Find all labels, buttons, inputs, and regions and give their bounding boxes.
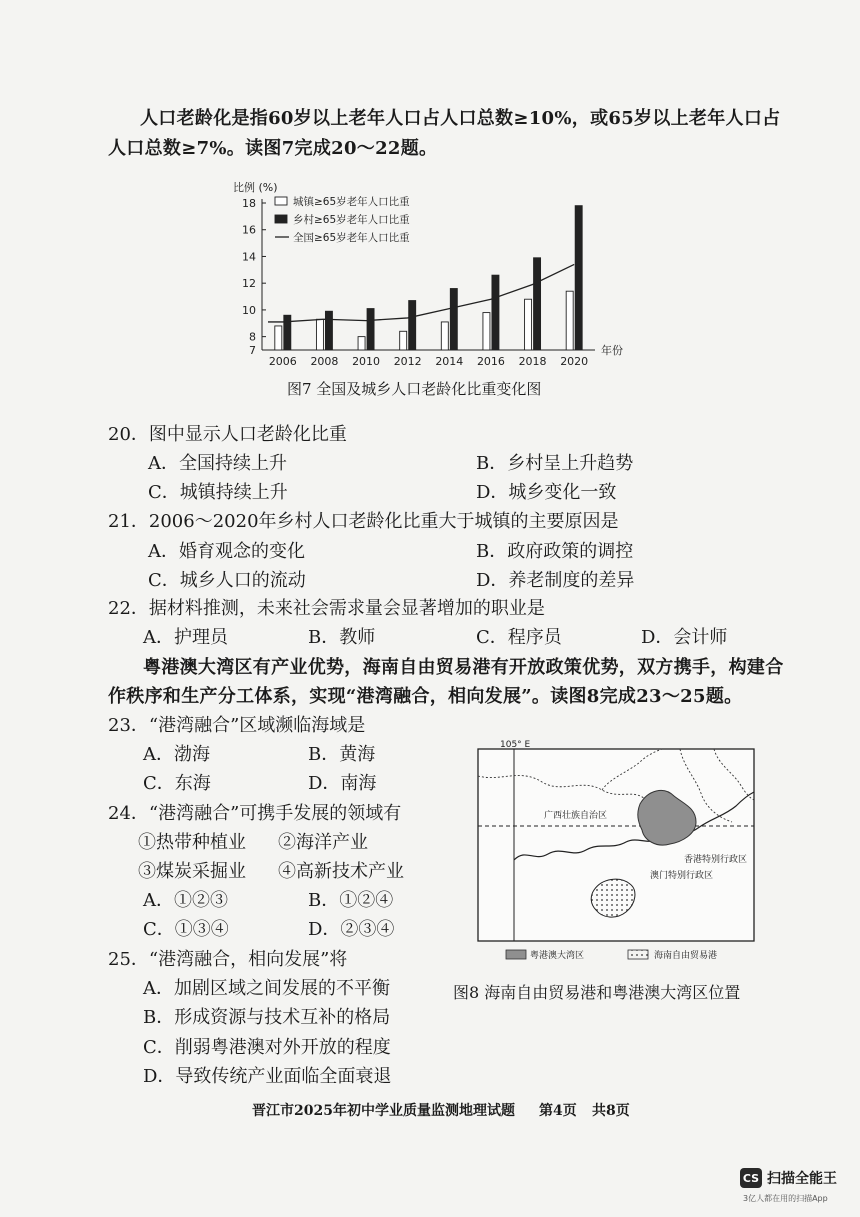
y-tick-label: 18	[242, 197, 256, 210]
chart-caption: 图7 全国及城乡人口老龄化比重变化图	[287, 380, 542, 398]
map-caption: 图8 海南自由贸易港和粤港澳大湾区位置	[453, 983, 741, 1002]
q22-stem: 22．据材料推测，未来社会需求量会显著增加的职业是	[108, 598, 545, 619]
x-tick-label: 2010	[352, 355, 381, 368]
q20-stem: 20．图中显示人口老龄化比重	[108, 424, 347, 445]
y-tick-label: 14	[242, 250, 256, 264]
x-tick-label: 2018	[518, 355, 547, 368]
footer-page: 第4页	[539, 1103, 577, 1119]
legend-rural-label: 乡村≥65岁老年人口比重	[293, 214, 410, 226]
q22-option-c[interactable]: C．程序员	[476, 627, 562, 648]
urban-bar	[441, 322, 448, 350]
y-tick-label: 8	[249, 330, 256, 344]
hk-label: 香港特别行政区	[684, 855, 748, 865]
q23-option-d[interactable]: D．南海	[308, 773, 377, 794]
rural-bar	[575, 206, 582, 350]
legend-gba-swatch	[506, 950, 526, 959]
q20-option-d[interactable]: D．城乡变化一致	[476, 482, 617, 503]
q25-option-d[interactable]: D．导致传统产业面临全面衰退	[143, 1066, 392, 1087]
lon-label: 105° E	[500, 740, 531, 750]
rural-bar	[534, 258, 541, 350]
q20-option-c[interactable]: C．城镇持续上升	[148, 482, 288, 503]
rural-bar	[367, 309, 374, 350]
q24-stem: 24．“港湾融合”可携手发展的领域有	[108, 803, 402, 824]
urban-bar	[483, 313, 490, 350]
urban-bar	[275, 326, 282, 350]
x-axis-label: 年份	[601, 344, 623, 357]
q21-option-c[interactable]: C．城乡人口的流动	[148, 570, 306, 591]
legend-rural-swatch	[275, 215, 287, 223]
q24-option-d[interactable]: D．②③④	[308, 919, 395, 940]
rural-bar	[325, 311, 332, 350]
legend-urban-swatch	[275, 197, 287, 205]
cs-logo-icon: CS	[740, 1168, 762, 1188]
intro2-line-2: 作秩序和生产分工体系，实现“港湾融合，相向发展”。读图8完成23～25题。	[108, 686, 743, 707]
scanner-logo	[740, 1168, 837, 1188]
q22-option-b[interactable]: B．教师	[308, 627, 376, 648]
q21-stem: 21．2006～2020年乡村人口老龄化比重大于城镇的主要原因是	[108, 511, 619, 532]
q23-stem: 23．“港湾融合”区域濒临海域是	[108, 715, 366, 736]
y-tick-label: 7	[249, 344, 256, 357]
q24-item-4: ④高新技术产业	[278, 861, 404, 882]
intro-line-1: 人口老龄化是指60岁以上老年人口占人口总数≥10%，或65岁以上老年人口占	[140, 108, 781, 129]
gba-hainan-map	[470, 738, 770, 970]
q23-option-b[interactable]: B．黄海	[308, 744, 376, 765]
x-tick-label: 2016	[476, 355, 505, 368]
y-tick-label: 10	[242, 303, 256, 317]
scanner-name: 扫描全能王	[767, 1171, 837, 1187]
x-tick-label: 2012	[393, 355, 422, 368]
q20-option-b[interactable]: B．乡村呈上升趋势	[476, 453, 634, 474]
aging-chart	[225, 175, 645, 370]
q20-option-a[interactable]: A．全国持续上升	[148, 453, 287, 474]
intro-line-2: 人口总数≥7%。读图7完成20～22题。	[108, 138, 438, 159]
q22-option-d[interactable]: D．会计师	[641, 627, 728, 648]
q25-option-c[interactable]: C．削弱粤港澳对外开放的程度	[143, 1037, 391, 1058]
scanner-tagline: 3亿人都在用的扫描App	[743, 1194, 828, 1203]
q24-item-3: ③煤炭采掘业	[138, 861, 246, 882]
y-tick-label: 16	[242, 223, 256, 237]
urban-bar	[316, 319, 323, 350]
q23-option-a[interactable]: A．渤海	[143, 744, 210, 765]
legend-hainan-swatch	[628, 950, 648, 959]
region-label: 广西壮族自治区	[544, 811, 608, 821]
rural-bar	[284, 315, 291, 350]
macau-label: 澳门特别行政区	[650, 871, 714, 881]
q25-option-a[interactable]: A．加剧区域之间发展的不平衡	[143, 978, 390, 999]
urban-bar	[400, 331, 407, 350]
q24-option-b[interactable]: B．①②④	[308, 890, 394, 911]
rural-bar	[492, 275, 499, 350]
legend-hainan-label: 海南自由贸易港	[654, 951, 718, 961]
rural-bar	[409, 301, 416, 350]
q23-option-c[interactable]: C．东海	[143, 773, 211, 794]
q25-option-b[interactable]: B．形成资源与技术互补的格局	[143, 1007, 391, 1028]
legend-urban-label: 城镇≥65岁老年人口比重	[293, 196, 410, 208]
urban-bar	[525, 299, 532, 350]
legend-national-label: 全国≥65岁老年人口比重	[293, 232, 410, 244]
urban-bar	[358, 337, 365, 350]
rural-bar	[450, 289, 457, 350]
q21-option-d[interactable]: D．养老制度的差异	[476, 570, 635, 591]
q24-option-c[interactable]: C．①③④	[143, 919, 229, 940]
legend-gba-label: 粤港澳大湾区	[530, 951, 585, 961]
x-tick-label: 2020	[560, 355, 589, 368]
y-axis-label: 比例 (%)	[233, 181, 278, 194]
urban-bar	[566, 291, 573, 350]
intro2-line-1: 粤港澳大湾区有产业优势，海南自由贸易港有开放政策优势，双方携手，构建合	[143, 657, 784, 678]
q22-option-a[interactable]: A．护理员	[143, 627, 228, 648]
q21-option-a[interactable]: A．婚育观念的变化	[148, 541, 305, 562]
q24-option-a[interactable]: A．①②③	[143, 890, 228, 911]
x-tick-label: 2014	[435, 355, 464, 368]
x-tick-label: 2008	[310, 355, 339, 368]
footer-total: 共8页	[592, 1103, 630, 1119]
y-tick-label: 12	[242, 277, 256, 291]
q24-item-1: ①热带种植业	[138, 832, 246, 853]
q21-option-b[interactable]: B．政府政策的调控	[476, 541, 634, 562]
q25-stem: 25．“港湾融合，相向发展”将	[108, 949, 348, 970]
q24-item-2: ②海洋产业	[278, 832, 368, 853]
footer-title: 晋江市2025年初中学业质量监测地理试题	[252, 1103, 515, 1119]
x-tick-label: 2006	[268, 355, 297, 368]
